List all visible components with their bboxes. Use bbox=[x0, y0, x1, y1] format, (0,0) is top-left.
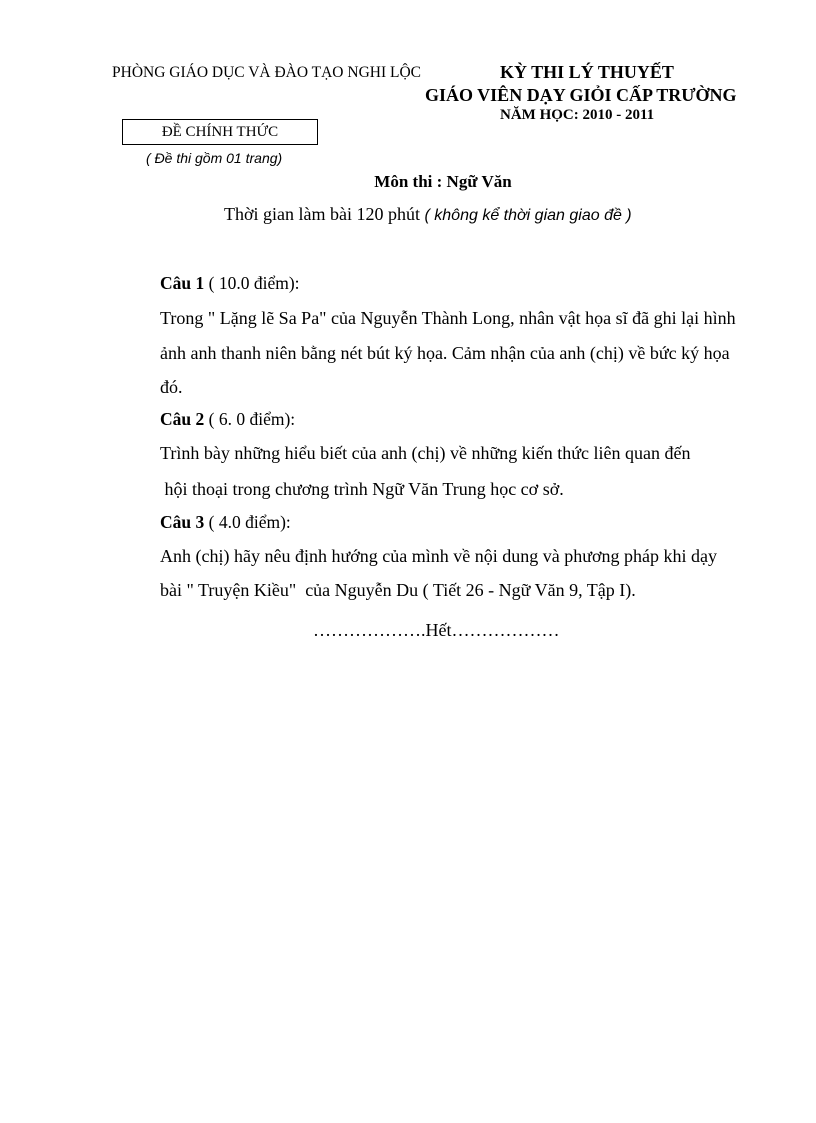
question-2-line: hội thoại trong chương trình Ngữ Văn Trung học cơ sở. bbox=[160, 479, 564, 499]
exam-duration bbox=[224, 204, 632, 225]
question-points: ( 6. 0 điểm): bbox=[204, 409, 296, 429]
question-2-line: Trình bày những hiểu biết của anh (chị) về những kiến thức liên quan đến bbox=[160, 443, 691, 463]
question-label: Câu 1 bbox=[160, 273, 205, 293]
department-name: PHÒNG GIÁO DỤC VÀ ĐÀO TẠO NGHI LỘC bbox=[112, 64, 421, 81]
question-2-heading bbox=[160, 409, 295, 430]
question-1-line: đó. bbox=[160, 377, 183, 397]
question-3-line: Anh (chị) hãy nêu định hướng của mình về nội dung và phương pháp khi dạy bbox=[160, 546, 717, 566]
question-points: ( 10.0 điểm): bbox=[204, 273, 300, 293]
question-points: ( 4.0 điểm): bbox=[204, 512, 291, 532]
question-label: Câu 3 bbox=[160, 512, 205, 532]
exam-subject: Môn thi : Ngữ Văn bbox=[374, 172, 512, 191]
question-3-line: bài " Truyện Kiều" của Nguyễn Du ( Tiết 26 - Ngữ Văn 9, Tập I). bbox=[160, 580, 636, 600]
school-year: NĂM HỌC: 2010 - 2011 bbox=[500, 107, 655, 123]
exam-subtitle: GIÁO VIÊN DẠY GIỎI CẤP TRƯỜNG bbox=[425, 85, 737, 105]
question-label: Câu 2 bbox=[160, 409, 205, 429]
official-label-box: ĐỀ CHÍNH THỨC bbox=[122, 119, 318, 145]
end-marker: ……………….Hết……………… bbox=[313, 620, 560, 640]
question-1-line: Trong " Lặng lẽ Sa Pa" của Nguyễn Thành Long, nhân vật họa sĩ đã ghi lại hình bbox=[160, 308, 736, 328]
question-1-line: ảnh anh thanh niên bằng nét bút ký họa. Cảm nhận của anh (chị) về bức ký họa bbox=[160, 343, 730, 363]
duration-text: Thời gian làm bài 120 phút bbox=[224, 204, 420, 224]
question-3-heading bbox=[160, 512, 291, 533]
duration-note: ( không kể thời gian giao đề ) bbox=[424, 207, 632, 224]
question-1-heading bbox=[160, 273, 300, 294]
page-count-note: ( Đề thi gồm 01 trang) bbox=[146, 150, 283, 166]
exam-title: KỲ THI LÝ THUYẾT bbox=[500, 62, 674, 82]
